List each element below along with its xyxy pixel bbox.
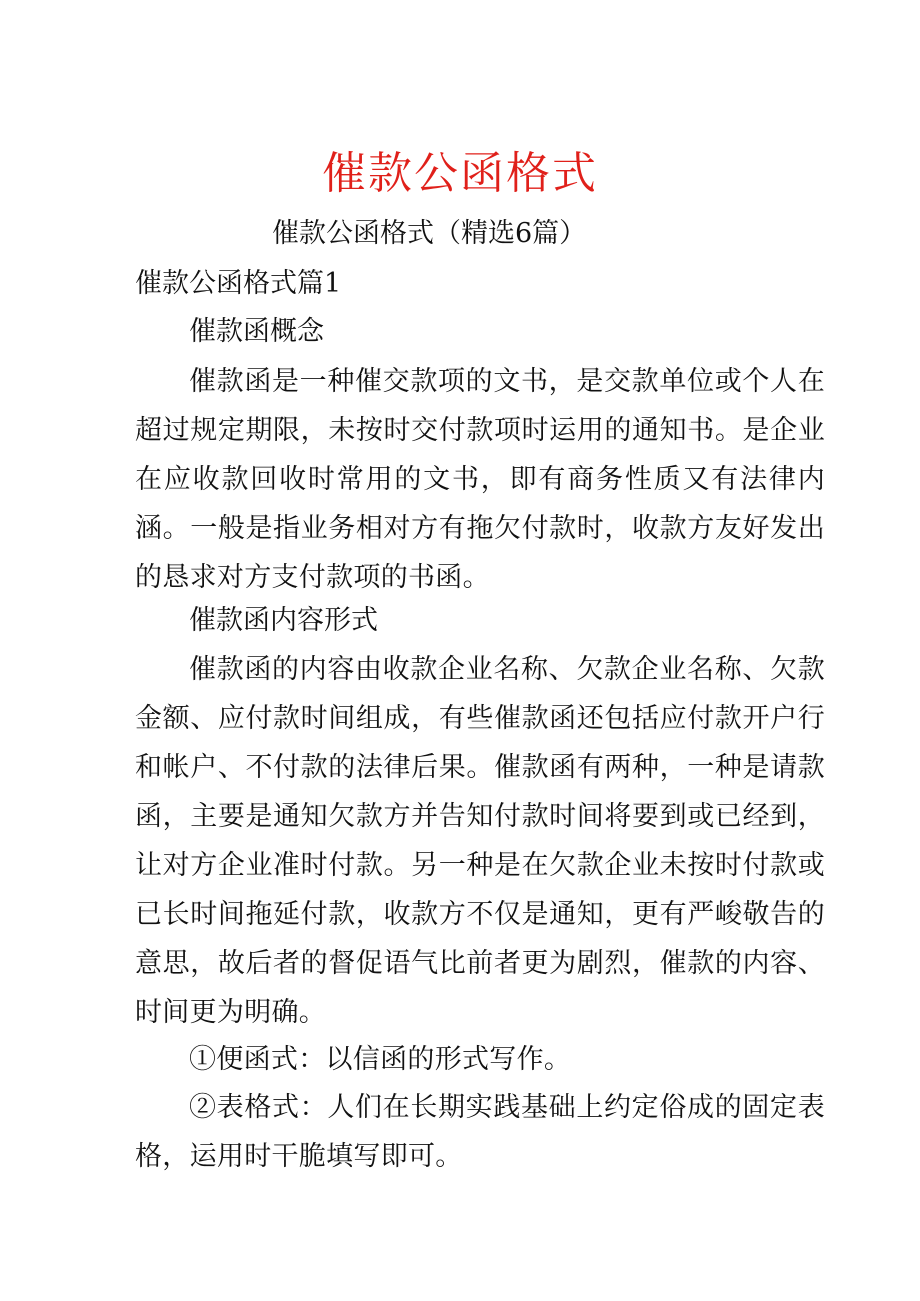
concept-paragraph: 催款函是一种催交款项的文书，是交款单位或个人在超过规定期限，未按时交付款项时运用的通知书。是企业在应收款回收时常用的文书，即有商务性质又有法律内涵。一般是指业务相对方有拖欠付款时，收款方友好发出的恳求对方支付款项的书函。	[135, 366, 825, 593]
section-heading: 催款公函格式篇1	[135, 268, 342, 299]
concept-heading: 催款函概念	[189, 316, 324, 347]
list-item-letter-form: ①便函式：以信函的形式写作。	[189, 1044, 572, 1075]
content-form-paragraph: 催款函的内容由收款企业名称、欠款企业名称、欠款金额、应付款时间组成，有些催款函还包括应付款开户行和帐户、不付款的法律后果。催款函有两种，一种是请款函，主要是通知欠款方并告知付款时间将要到或已经到，让对方企业准时付款。另一种是在欠款企业未按时付款或已长时间拖延付款，收款方不仅是通知，更有严峻敬告的意思，故后者的督促语气比前者更为剧烈，催款的内容、时间更为明确。	[135, 654, 825, 1028]
content-form-heading: 催款函内容形式	[189, 605, 378, 636]
list-item-table-form: ②表格式：人们在长期实践基础上约定俗成的固定表格，运用时干脆填写即可。	[135, 1092, 825, 1172]
document-title: 催款公函格式	[322, 148, 598, 199]
document-subtitle: 催款公函格式（精选6篇）	[272, 218, 587, 249]
